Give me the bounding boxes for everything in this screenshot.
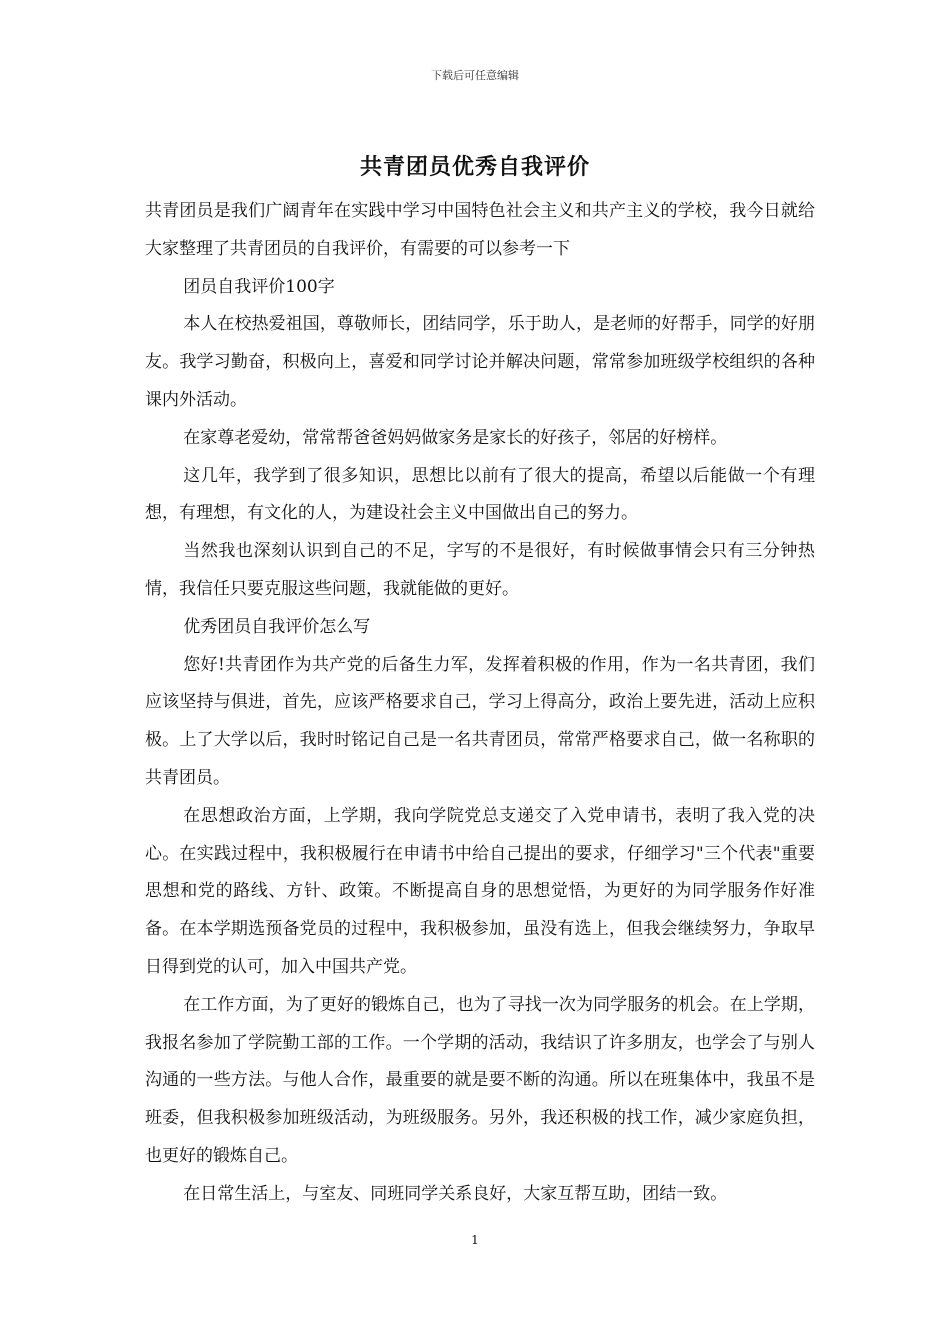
body-paragraph: 在日常生活上，与室友、同班同学关系良好，大家互帮互助，团结一致。 [183,1183,728,1204]
body-paragraph: 这几年，我学到了很多知识，思想比以前有了很大的提高，希望以后能做一个有理想，有理想，有文化的人，为建设社会主义中国做出自己的努力。 [145,465,815,524]
body-paragraph: 在家尊老爱幼，常常帮爸爸妈妈做家务是家长的好孩子，邻居的好榜样。 [183,427,728,448]
body-paragraph: 在工作方面，为了更好的锻炼自己，也为了寻找一次为同学服务的机会。在上学期，我报名参加了学院勤工部的工作。一个学期的活动，我结识了许多朋友，也学会了与别人沟通的一些方法。与他人合作，最重要的就是要不断的沟通。所以在班集体中，我虽不是班委，但我积极参加班级活动，为班级服务。另外，我还积极的找工作，减少家庭负担，也更好的锻炼自己。 [145,994,815,1166]
body-paragraph: 您好!共青团作为共产党的后备生力军，发挥着积极的作用，作为一名共青团，我们应该坚持与俱进，首先，应该严格要求自己，学习上得高分，政治上要先进，活动上应积极。上了大学以后，我时时铭记自己是一名共青团员，常常严格要求自己，做一名称职的共青团员。 [145,654,815,788]
section-heading: 团员自我评价100字 [183,276,335,297]
section-heading: 优秀团员自我评价怎么写 [183,616,371,637]
page-header-note: 下载后可任意编辑 [431,69,519,82]
intro-paragraph: 共青团员是我们广阔青年在实践中学习中国特色社会主义和共产主义的学校，我今日就给大家整理了共青团员的自我评价，有需要的可以参考一下 [145,201,815,259]
page-number: 1 [471,1233,479,1247]
body-paragraph: 在思想政治方面，上学期，我向学院党总支递交了入党申请书，表明了我入党的决心。在实践过程中，我积极履行在申请书中给自己提出的要求，仔细学习"三个代表"重要思想和党的路线、方针、政策。不断提高自身的思想觉悟，为更好的为同学服务作好准备。在本学期选预备党员的过程中，我积极参加，虽没有选上，但我会继续努力，争取早日得到党的认可，加入中国共产党。 [145,805,815,977]
document-body [145,193,815,1214]
body-paragraph: 本人在校热爱祖国，尊敬师长，团结同学，乐于助人，是老师的好帮手，同学的好朋友。我学习勤奋，积极向上，喜爱和同学讨论并解决问题，常常参加班级学校组织的各种课内外活动。 [145,314,815,410]
body-paragraph: 当然我也深刻认识到自己的不足，字写的不是很好，有时候做事情会只有三分钟热情，我信任只要克服这些问题，我就能做的更好。 [145,541,815,599]
document-title: 共青团员优秀自我评价 [359,154,590,180]
